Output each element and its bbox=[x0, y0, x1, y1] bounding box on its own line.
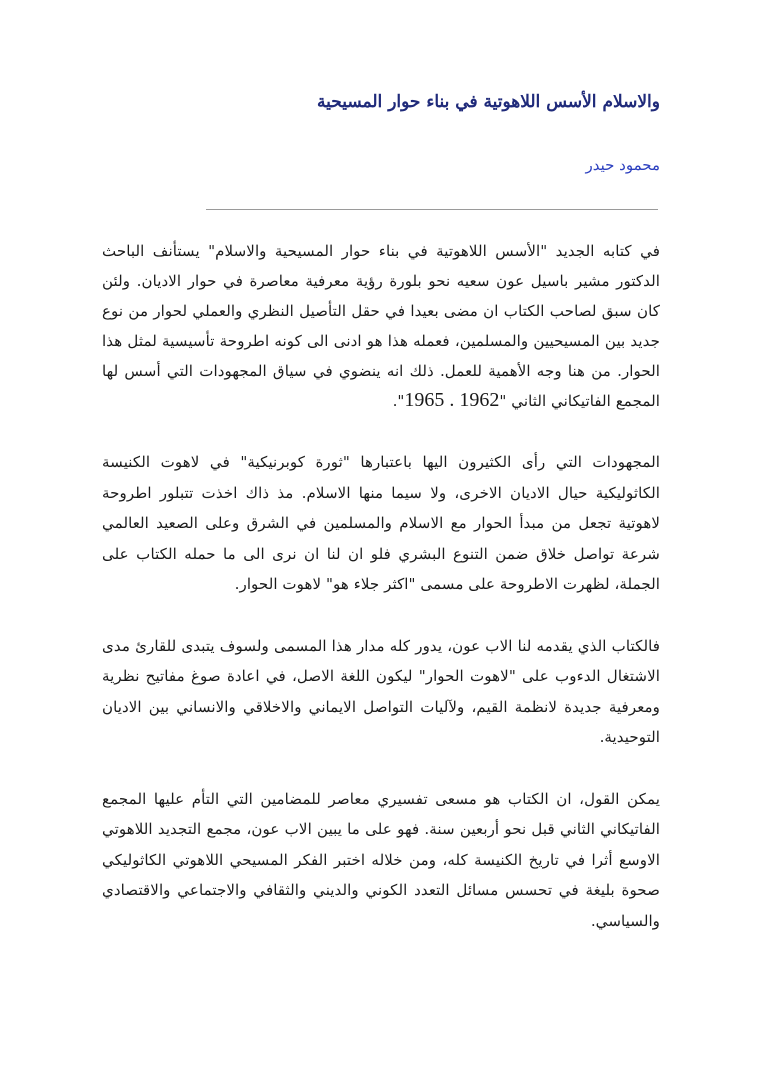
article-author: محمود حيدر bbox=[585, 156, 660, 174]
divider bbox=[206, 209, 658, 210]
paragraph-1-text: في كتابه الجديد "الأسس اللاهوتية في بناء حوار المسيحية والاسلام" يستأنف الباحث الدكتور مشير باسيل عون سعيه نحو بلورة رؤية معرفية معاصرة في حوار الاديان. ولئن كان سبق لصاحب الكتاب ان مضى بعيدا في حقل التأصيل النظري والعملي لحوار من نوع جديد بين المسيحيين والمسلمين، فعمله هذا هو ادنى الى كونه اطروحة تأسيسية لمثل هذا الحوار. من هنا وجه الأهمية للعمل. ذلك انه ينضوي في سياق المجهودات التي أسس لها المجمع الفاتيكاني الثاني " bbox=[102, 242, 660, 410]
paragraph-1-end: ". bbox=[392, 392, 405, 410]
article-body bbox=[102, 236, 660, 936]
article-title: والاسلام الأسس اللاهوتية في بناء حوار المسيحية bbox=[317, 92, 660, 112]
paragraph-3: فالكتاب الذي يقدمه لنا الاب عون، يدور كله مدار هذا المسمى ولسوف يتبدى للقارئ مدى الاشتغال الدءوب على "لاهوت الحوار" ليكون اللغة الاصل، في اعادة صوغ مفاتيح نظرية ومعرفية جديدة لانظمة القيم، ولآليات التواصل الايماني والاخلاقي والانساني بين الاديان التوحيدية. bbox=[102, 636, 660, 746]
paragraph-4: يمكن القول، ان الكتاب هو مسعى تفسيري معاصر للمضامين التي التأم عليها المجمع الفاتيكاني الثاني قبل نحو أربعين سنة. فهو على ما يبين الاب عون، مجمع التجديد اللاهوتي الاوسع أثرا في تاريخ الكنيسة كله، ومن خلاله اختبر الفكر المسيحي اللاهوتي الكاثوليكي صحوة بليغة في تحسس مسائل التعدد الكوني والديني والثقافي والاجتماعي والاقتصادي والسياسي. bbox=[102, 789, 660, 930]
paragraph-1 bbox=[102, 236, 660, 416]
paragraph-1-years: 1962 . 1965 bbox=[404, 389, 500, 411]
paragraph-2: المجهودات التي رأى الكثيرون اليها باعتبارها "ثورة كوبرنيكية" في لاهوت الكنيسة الكاثوليكية حيال الاديان الاخرى، ولا سيما منها الاسلام. مذ ذاك اخذت تتبلور اطروحة لاهوتية تجعل من مبدأ الحوار مع الاسلام والمسلمين في الشرق وعلى الصعيد العالمي شرعة تواصل خلاق ضمن التنوع البشري فلو ان لنا ان نرى الى ما حمله الكتاب على الجملة، لظهرت الاطروحة على مسمى "اكثر جلاء هو" لاهوت الحوار. bbox=[102, 453, 660, 593]
